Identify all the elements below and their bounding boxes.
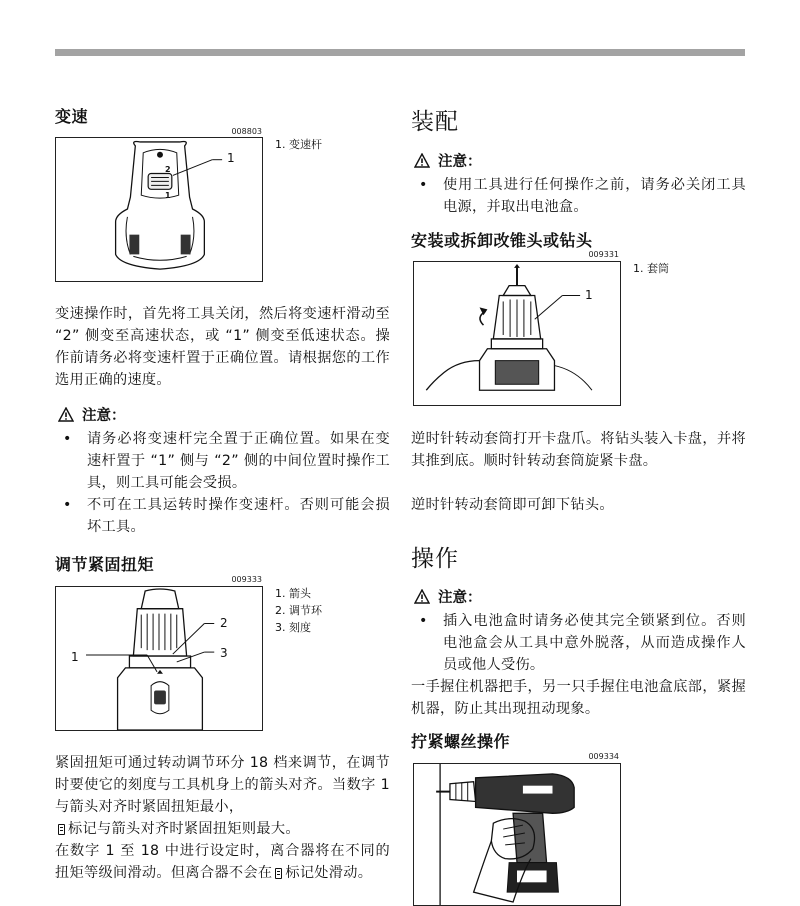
caution-label: 注意： (438, 590, 482, 606)
list-item (411, 174, 746, 218)
speed-change-figure (55, 137, 263, 282)
speed-change-paragraph: 变速操作时，首先将工具关闭，然后将变速杆滑动至 “2” 侧变至高速状态，或 “1” 侧变至低速状态。操作前请务必将变速杆置于正确位置。请根据您的工作选用正确的速度。 (55, 306, 390, 388)
callout-1: 1 (227, 151, 235, 165)
torque-paragraph-2-tail: 标记处滑动。 (285, 865, 373, 881)
assembly-title: 装配 (411, 109, 459, 135)
legend-item: 1. 变速杆 (275, 138, 322, 151)
caution-label: 注意： (82, 408, 126, 424)
legend-item: 2. 调节环 (275, 604, 322, 617)
screw-figure-code: 009334 (588, 752, 619, 761)
torque-figure-legend (275, 585, 322, 636)
chuck-sleeve-illustration (414, 262, 620, 405)
list-item-text: 不可在工具运转时操作变速杆。否则可能会损坏工具。 (87, 497, 390, 535)
bullet: • (419, 613, 428, 629)
chuck-paragraph-2: 逆时针转动套筒即可卸下钻头。 (411, 497, 614, 513)
assembly-caution-list (411, 174, 746, 218)
list-item (55, 428, 390, 494)
callout-3: 3 (220, 646, 228, 660)
list-item (55, 494, 390, 538)
chuck-paragraph-1: 逆时针转动套筒打开卡盘爪。将钻头装入卡盘，并将其推到底。顺时针转动套筒旋紧卡盘。 (411, 431, 746, 469)
operation-title: 操作 (411, 546, 459, 572)
speed-figure-legend (275, 136, 322, 153)
speed-figure-code: 008803 (231, 127, 262, 136)
torque-paragraph-1-text: 紧固扭矩可通过转动调节环分 18 档来调节，在调节时要使它的刻度与工具机身上的箭头对齐。当数字 1 与箭头对齐时紧固扭矩最小， (55, 755, 390, 815)
list-item (411, 610, 746, 676)
chuck-figure-legend (633, 260, 669, 277)
speed-mark-1: 1 (165, 191, 171, 200)
torque-title: 调节紧固扭矩 (55, 555, 155, 574)
warning-icon (414, 589, 430, 604)
torque-paragraph-1-tail: 标记与箭头对齐时紧固扭矩则最大。 (68, 821, 300, 837)
drill-mode-icon (58, 824, 65, 835)
callout-1: 1 (71, 650, 79, 664)
drill-mode-icon (275, 868, 282, 879)
torque-paragraph-2-text: 在数字 1 至 18 中进行设定时，离合器将在不同的扭矩等级间滑动。但离合器不会在 (55, 843, 390, 881)
screw-title: 拧紧螺丝操作 (411, 732, 511, 751)
torque-paragraph-2 (55, 840, 390, 884)
speed-mark-2: 2 (165, 165, 171, 174)
warning-icon (414, 153, 430, 168)
caution-heading (414, 586, 482, 607)
torque-figure-code: 009333 (231, 575, 262, 584)
legend-item: 1. 箭头 (275, 587, 311, 600)
bullet: • (63, 497, 72, 513)
callout-1: 1 (585, 288, 593, 302)
chuck-title: 安装或拆卸改锥头或钻头 (411, 231, 593, 250)
caution-heading (58, 404, 126, 425)
operation-caution-list (411, 610, 746, 676)
operation-paragraph: 一手握住机器把手，另一只手握住电池盒底部，紧握机器，防止其出现扭动现象。 (411, 679, 746, 717)
caution-heading (414, 150, 482, 171)
warning-icon (58, 407, 74, 422)
chuck-figure-code: 009331 (588, 250, 619, 259)
screwdriving-figure (413, 763, 621, 906)
caution-label: 注意： (438, 154, 482, 170)
header-rule (55, 49, 745, 56)
bullet: • (419, 177, 428, 193)
list-item-text: 插入电池盒时请务必使其完全锁紧到位。否则电池盒会从工具中意外脱落，从而造成操作人员或他人受伤。 (443, 613, 746, 673)
screwdriving-illustration (414, 764, 620, 905)
list-item-text: 请务必将变速杆完全置于正确位置。如果在变速杆置于 “1” 侧与 “2” 侧的中间位置时操作工具，则工具可能会受损。 (87, 431, 390, 491)
chuck-figure (413, 261, 621, 406)
speed-change-title: 变速 (55, 107, 89, 126)
torque-paragraph-1 (55, 752, 390, 840)
speed-caution-list (55, 428, 390, 538)
bullet: • (63, 431, 72, 447)
list-item-text: 使用工具进行任何操作之前，请务必关闭工具电源，并取出电池盒。 (443, 177, 746, 215)
torque-ring-illustration (56, 587, 262, 730)
callout-2: 2 (220, 616, 228, 630)
legend-item: 3. 刻度 (275, 621, 311, 634)
legend-item: 1. 套筒 (633, 262, 669, 275)
torque-figure (55, 586, 263, 731)
